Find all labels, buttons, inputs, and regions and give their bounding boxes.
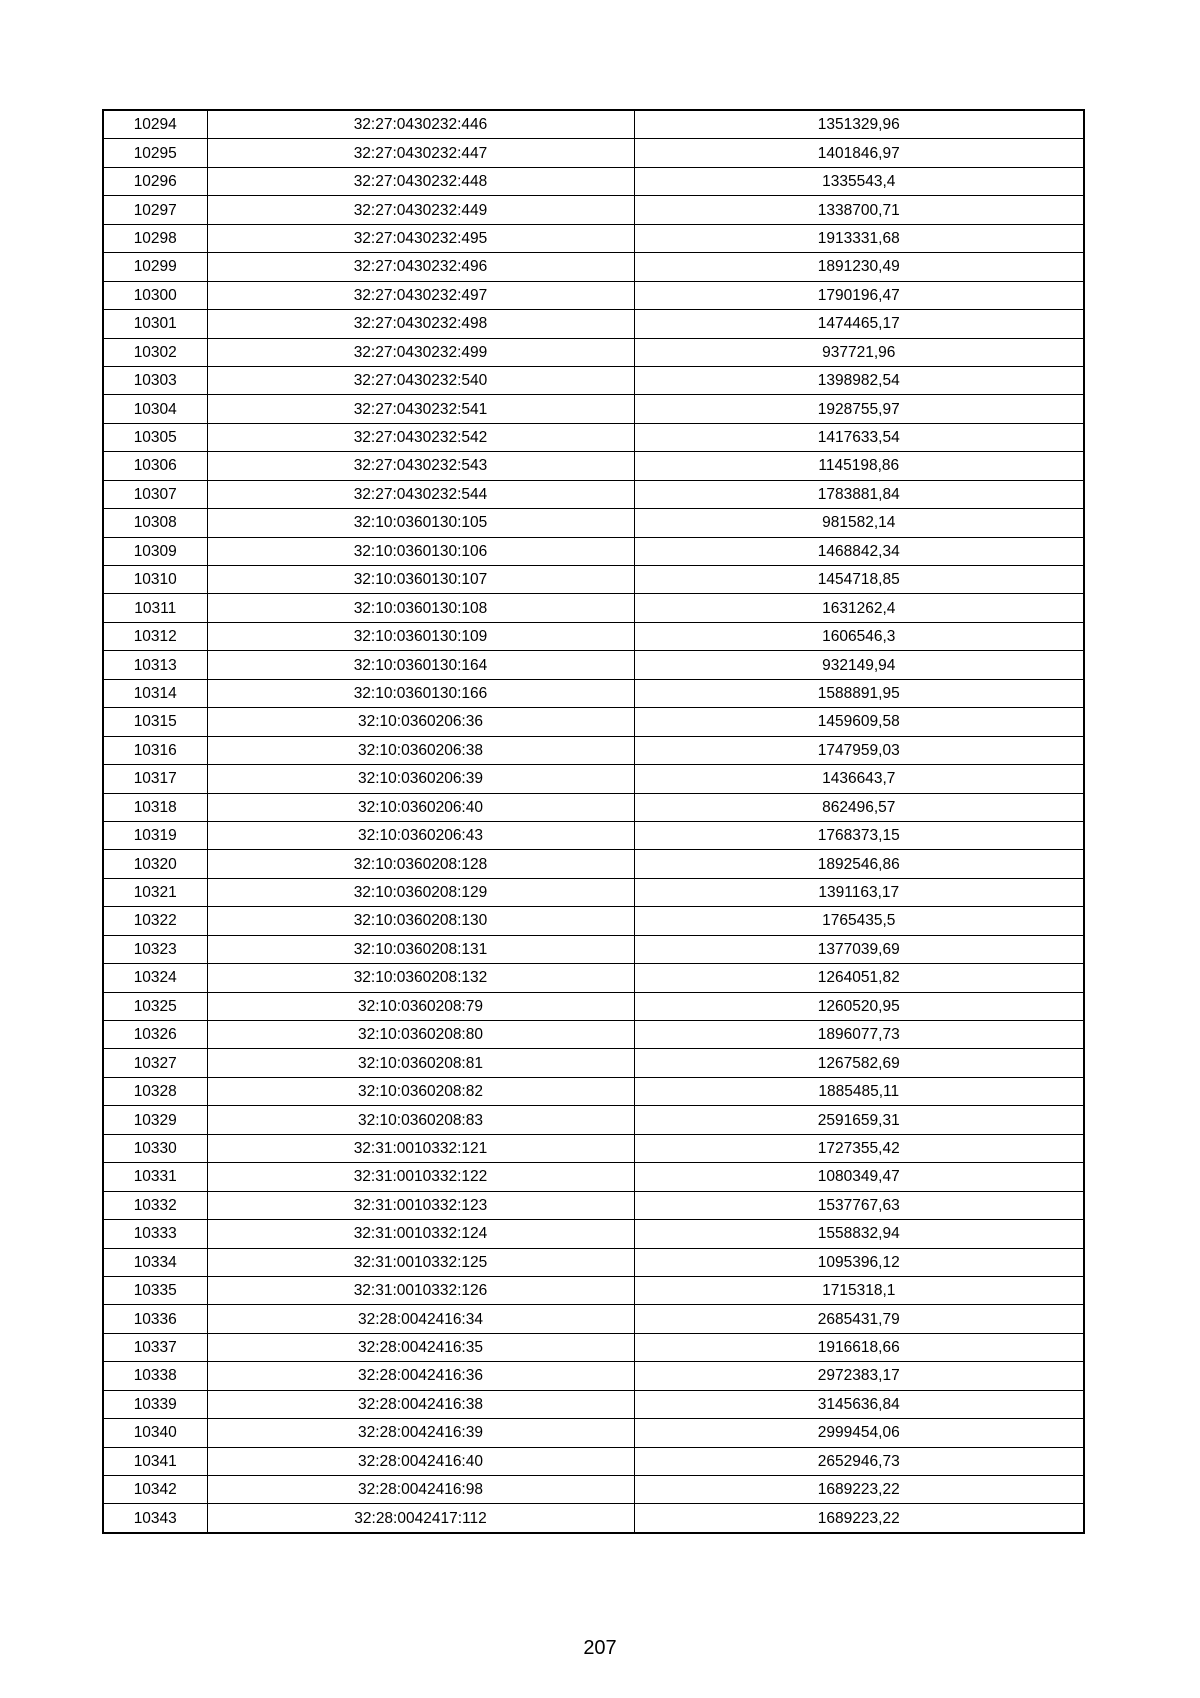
table-row <box>103 1163 1084 1191</box>
row-number-cell: 10320 <box>103 850 207 878</box>
row-number-cell: 10341 <box>103 1447 207 1475</box>
row-number-cell: 10339 <box>103 1390 207 1418</box>
value-cell: 1790196,47 <box>634 281 1084 309</box>
table-row <box>103 224 1084 252</box>
cadastral-number-cell: 32:27:0430232:498 <box>207 310 634 338</box>
cadastral-number-cell: 32:31:0010332:122 <box>207 1163 634 1191</box>
value-cell: 1095396,12 <box>634 1248 1084 1276</box>
cadastral-number-cell: 32:10:0360130:107 <box>207 566 634 594</box>
row-number-cell: 10327 <box>103 1049 207 1077</box>
cadastral-number-cell: 32:10:0360206:36 <box>207 708 634 736</box>
row-number-cell: 10312 <box>103 622 207 650</box>
table-row <box>103 651 1084 679</box>
value-cell: 1459609,58 <box>634 708 1084 736</box>
value-cell: 1768373,15 <box>634 821 1084 849</box>
cadastral-number-cell: 32:28:0042417:112 <box>207 1504 634 1533</box>
cadastral-number-cell: 32:10:0360208:79 <box>207 992 634 1020</box>
value-cell: 1080349,47 <box>634 1163 1084 1191</box>
table-row <box>103 1476 1084 1504</box>
cadastral-number-cell: 32:31:0010332:123 <box>207 1191 634 1219</box>
value-cell: 1892546,86 <box>634 850 1084 878</box>
row-number-cell: 10325 <box>103 992 207 1020</box>
value-cell: 1606546,3 <box>634 622 1084 650</box>
row-number-cell: 10332 <box>103 1191 207 1219</box>
value-cell: 1145198,86 <box>634 452 1084 480</box>
cadastral-number-cell: 32:10:0360130:105 <box>207 509 634 537</box>
cadastral-number-cell: 32:31:0010332:124 <box>207 1220 634 1248</box>
value-cell: 1588891,95 <box>634 679 1084 707</box>
value-cell: 1896077,73 <box>634 1021 1084 1049</box>
cadastral-number-cell: 32:10:0360208:82 <box>207 1077 634 1105</box>
value-cell: 932149,94 <box>634 651 1084 679</box>
table-row <box>103 878 1084 906</box>
table-body <box>103 110 1084 1533</box>
cadastral-number-cell: 32:27:0430232:446 <box>207 110 634 139</box>
table-row <box>103 736 1084 764</box>
row-number-cell: 10331 <box>103 1163 207 1191</box>
row-number-cell: 10300 <box>103 281 207 309</box>
cadastral-number-cell: 32:10:0360206:40 <box>207 793 634 821</box>
cadastral-number-cell: 32:27:0430232:496 <box>207 253 634 281</box>
value-cell: 1913331,68 <box>634 224 1084 252</box>
table-row <box>103 1276 1084 1304</box>
row-number-cell: 10343 <box>103 1504 207 1533</box>
value-cell: 1928755,97 <box>634 395 1084 423</box>
cadastral-number-cell: 32:10:0360206:39 <box>207 765 634 793</box>
value-cell: 1377039,69 <box>634 935 1084 963</box>
table-row <box>103 821 1084 849</box>
table-row <box>103 765 1084 793</box>
row-number-cell: 10295 <box>103 139 207 167</box>
row-number-cell: 10306 <box>103 452 207 480</box>
table-row <box>103 1248 1084 1276</box>
value-cell: 1398982,54 <box>634 366 1084 394</box>
value-cell: 1715318,1 <box>634 1276 1084 1304</box>
table-row <box>103 622 1084 650</box>
table-row <box>103 1333 1084 1361</box>
row-number-cell: 10304 <box>103 395 207 423</box>
value-cell: 1885485,11 <box>634 1077 1084 1105</box>
row-number-cell: 10323 <box>103 935 207 963</box>
cadastral-number-cell: 32:10:0360130:166 <box>207 679 634 707</box>
row-number-cell: 10329 <box>103 1106 207 1134</box>
table-row <box>103 1021 1084 1049</box>
cadastral-number-cell: 32:10:0360208:81 <box>207 1049 634 1077</box>
table-row <box>103 907 1084 935</box>
table-row <box>103 338 1084 366</box>
table-row <box>103 1106 1084 1134</box>
cadastral-number-cell: 32:10:0360208:80 <box>207 1021 634 1049</box>
table-row <box>103 366 1084 394</box>
value-cell: 1631262,4 <box>634 594 1084 622</box>
cadastral-number-cell: 32:28:0042416:38 <box>207 1390 634 1418</box>
cadastral-number-cell: 32:10:0360130:109 <box>207 622 634 650</box>
cadastral-number-cell: 32:28:0042416:39 <box>207 1419 634 1447</box>
cadastral-value-table <box>102 109 1085 1534</box>
value-cell: 1727355,42 <box>634 1134 1084 1162</box>
page-number: 207 <box>583 1637 617 1659</box>
row-number-cell: 10317 <box>103 765 207 793</box>
row-number-cell: 10294 <box>103 110 207 139</box>
table-row <box>103 793 1084 821</box>
cadastral-number-cell: 32:10:0360130:108 <box>207 594 634 622</box>
cadastral-number-cell: 32:10:0360206:38 <box>207 736 634 764</box>
row-number-cell: 10334 <box>103 1248 207 1276</box>
cadastral-number-cell: 32:27:0430232:540 <box>207 366 634 394</box>
row-number-cell: 10310 <box>103 566 207 594</box>
row-number-cell: 10313 <box>103 651 207 679</box>
value-cell: 1783881,84 <box>634 480 1084 508</box>
value-cell: 1436643,7 <box>634 765 1084 793</box>
table-row <box>103 992 1084 1020</box>
row-number-cell: 10318 <box>103 793 207 821</box>
value-cell: 1916618,66 <box>634 1333 1084 1361</box>
table-row <box>103 1077 1084 1105</box>
table-row <box>103 1134 1084 1162</box>
row-number-cell: 10305 <box>103 423 207 451</box>
row-number-cell: 10338 <box>103 1362 207 1390</box>
value-cell: 1454718,85 <box>634 566 1084 594</box>
row-number-cell: 10316 <box>103 736 207 764</box>
table-row <box>103 708 1084 736</box>
cadastral-number-cell: 32:27:0430232:544 <box>207 480 634 508</box>
cadastral-number-cell: 32:28:0042416:36 <box>207 1362 634 1390</box>
row-number-cell: 10337 <box>103 1333 207 1361</box>
table-row <box>103 1049 1084 1077</box>
row-number-cell: 10298 <box>103 224 207 252</box>
row-number-cell: 10322 <box>103 907 207 935</box>
table-row <box>103 850 1084 878</box>
cadastral-number-cell: 32:27:0430232:543 <box>207 452 634 480</box>
value-cell: 1401846,97 <box>634 139 1084 167</box>
value-cell: 1335543,4 <box>634 167 1084 195</box>
table-row <box>103 964 1084 992</box>
table-row <box>103 423 1084 451</box>
table-row <box>103 253 1084 281</box>
value-cell: 1391163,17 <box>634 878 1084 906</box>
value-cell: 1264051,82 <box>634 964 1084 992</box>
cadastral-number-cell: 32:10:0360208:132 <box>207 964 634 992</box>
row-number-cell: 10336 <box>103 1305 207 1333</box>
cadastral-number-cell: 32:10:0360206:43 <box>207 821 634 849</box>
value-cell: 1765435,5 <box>634 907 1084 935</box>
row-number-cell: 10297 <box>103 196 207 224</box>
value-cell: 1267582,69 <box>634 1049 1084 1077</box>
value-cell: 1474465,17 <box>634 310 1084 338</box>
table-row <box>103 281 1084 309</box>
table-row <box>103 310 1084 338</box>
value-cell: 2972383,17 <box>634 1362 1084 1390</box>
value-cell: 1417633,54 <box>634 423 1084 451</box>
cadastral-number-cell: 32:31:0010332:121 <box>207 1134 634 1162</box>
value-cell: 1891230,49 <box>634 253 1084 281</box>
value-cell: 1338700,71 <box>634 196 1084 224</box>
cadastral-number-cell: 32:27:0430232:449 <box>207 196 634 224</box>
row-number-cell: 10311 <box>103 594 207 622</box>
cadastral-number-cell: 32:10:0360208:128 <box>207 850 634 878</box>
table-row <box>103 566 1084 594</box>
cadastral-number-cell: 32:27:0430232:541 <box>207 395 634 423</box>
table-row <box>103 452 1084 480</box>
value-cell: 1558832,94 <box>634 1220 1084 1248</box>
row-number-cell: 10315 <box>103 708 207 736</box>
row-number-cell: 10296 <box>103 167 207 195</box>
cadastral-number-cell: 32:10:0360208:83 <box>207 1106 634 1134</box>
cadastral-number-cell: 32:28:0042416:98 <box>207 1476 634 1504</box>
table-row <box>103 1191 1084 1219</box>
table-row <box>103 395 1084 423</box>
table-row <box>103 1504 1084 1533</box>
cadastral-number-cell: 32:27:0430232:448 <box>207 167 634 195</box>
table-row <box>103 1220 1084 1248</box>
cadastral-number-cell: 32:28:0042416:34 <box>207 1305 634 1333</box>
row-number-cell: 10330 <box>103 1134 207 1162</box>
row-number-cell: 10314 <box>103 679 207 707</box>
value-cell: 1468842,34 <box>634 537 1084 565</box>
cadastral-number-cell: 32:27:0430232:447 <box>207 139 634 167</box>
value-cell: 937721,96 <box>634 338 1084 366</box>
cadastral-number-cell: 32:27:0430232:495 <box>207 224 634 252</box>
value-cell: 2652946,73 <box>634 1447 1084 1475</box>
row-number-cell: 10303 <box>103 366 207 394</box>
row-number-cell: 10335 <box>103 1276 207 1304</box>
table-row <box>103 1419 1084 1447</box>
value-cell: 862496,57 <box>634 793 1084 821</box>
value-cell: 1537767,63 <box>634 1191 1084 1219</box>
row-number-cell: 10308 <box>103 509 207 537</box>
value-cell: 1351329,96 <box>634 110 1084 139</box>
table-row <box>103 509 1084 537</box>
cadastral-number-cell: 32:31:0010332:126 <box>207 1276 634 1304</box>
row-number-cell: 10326 <box>103 1021 207 1049</box>
cadastral-number-cell: 32:10:0360130:106 <box>207 537 634 565</box>
value-cell: 2685431,79 <box>634 1305 1084 1333</box>
table-row <box>103 935 1084 963</box>
row-number-cell: 10340 <box>103 1419 207 1447</box>
row-number-cell: 10299 <box>103 253 207 281</box>
row-number-cell: 10333 <box>103 1220 207 1248</box>
cadastral-number-cell: 32:27:0430232:542 <box>207 423 634 451</box>
row-number-cell: 10328 <box>103 1077 207 1105</box>
value-cell: 2591659,31 <box>634 1106 1084 1134</box>
cadastral-number-cell: 32:10:0360208:131 <box>207 935 634 963</box>
table-row <box>103 594 1084 622</box>
table-row <box>103 1390 1084 1418</box>
table-row <box>103 480 1084 508</box>
row-number-cell: 10324 <box>103 964 207 992</box>
table-row <box>103 1362 1084 1390</box>
row-number-cell: 10319 <box>103 821 207 849</box>
table-row <box>103 196 1084 224</box>
table-row <box>103 1447 1084 1475</box>
table-row <box>103 679 1084 707</box>
table-row <box>103 537 1084 565</box>
cadastral-number-cell: 32:10:0360208:129 <box>207 878 634 906</box>
cadastral-number-cell: 32:10:0360208:130 <box>207 907 634 935</box>
value-cell: 981582,14 <box>634 509 1084 537</box>
table-row <box>103 139 1084 167</box>
table-row <box>103 110 1084 139</box>
row-number-cell: 10342 <box>103 1476 207 1504</box>
cadastral-number-cell: 32:10:0360130:164 <box>207 651 634 679</box>
cadastral-number-cell: 32:27:0430232:499 <box>207 338 634 366</box>
value-cell: 1689223,22 <box>634 1476 1084 1504</box>
row-number-cell: 10307 <box>103 480 207 508</box>
value-cell: 3145636,84 <box>634 1390 1084 1418</box>
row-number-cell: 10301 <box>103 310 207 338</box>
table-row <box>103 1305 1084 1333</box>
cadastral-number-cell: 32:28:0042416:40 <box>207 1447 634 1475</box>
row-number-cell: 10302 <box>103 338 207 366</box>
value-cell: 2999454,06 <box>634 1419 1084 1447</box>
value-cell: 1689223,22 <box>634 1504 1084 1533</box>
value-cell: 1260520,95 <box>634 992 1084 1020</box>
cadastral-number-cell: 32:27:0430232:497 <box>207 281 634 309</box>
row-number-cell: 10321 <box>103 878 207 906</box>
cadastral-number-cell: 32:31:0010332:125 <box>207 1248 634 1276</box>
table-row <box>103 167 1084 195</box>
row-number-cell: 10309 <box>103 537 207 565</box>
cadastral-number-cell: 32:28:0042416:35 <box>207 1333 634 1361</box>
value-cell: 1747959,03 <box>634 736 1084 764</box>
